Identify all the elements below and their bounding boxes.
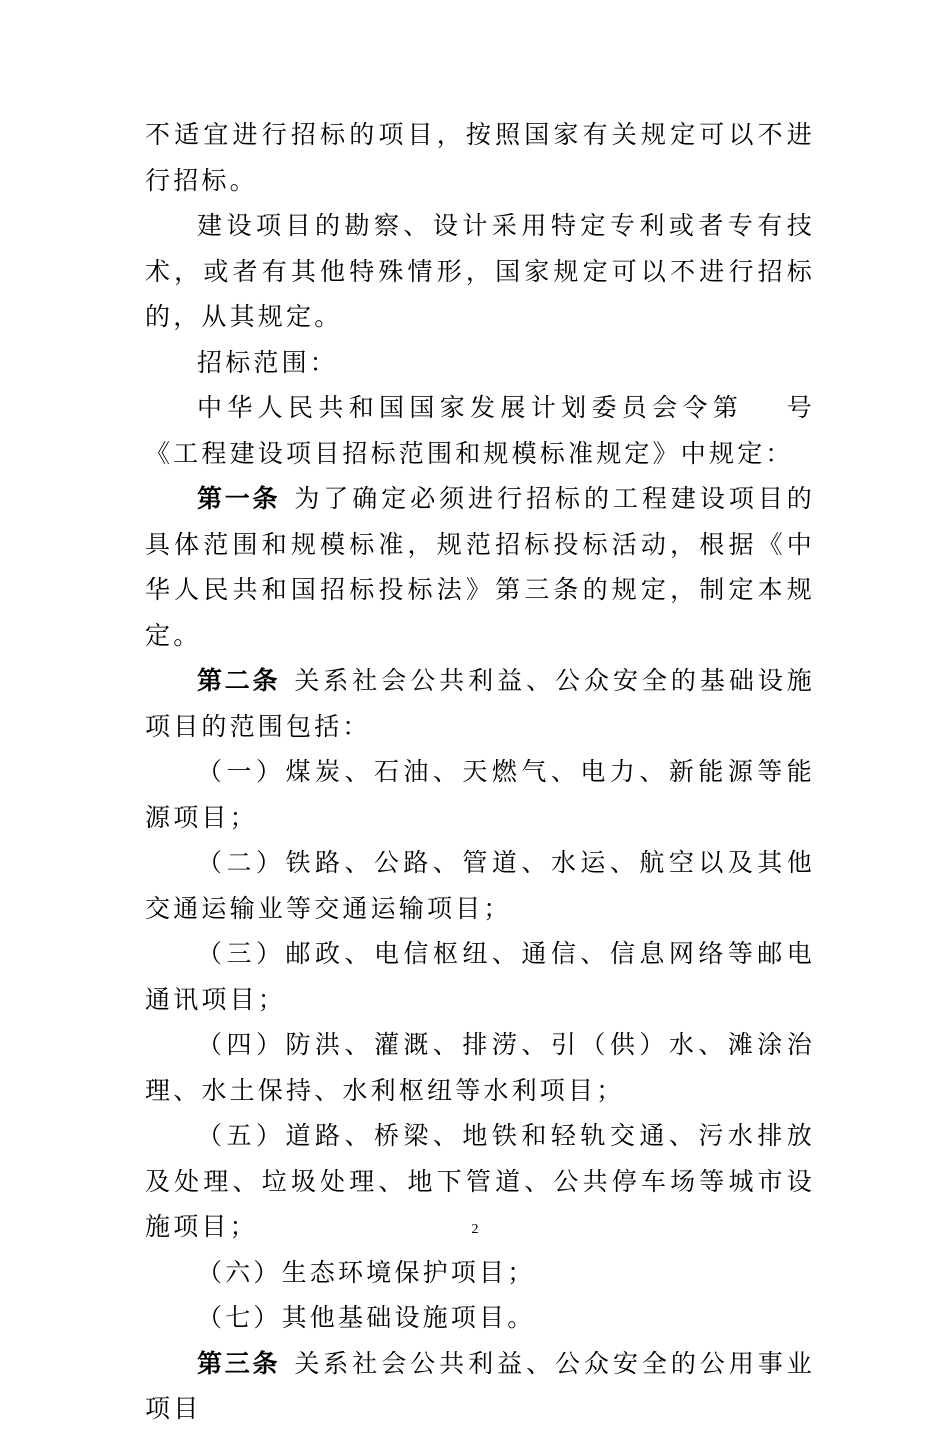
- paragraph-text: （二）铁路、公路、管道、水运、航空以及其他交通运输业等交通运输项目；: [145, 848, 815, 923]
- paragraph-text: 关系社会公共利益、公众安全的公用事业项目: [145, 1348, 815, 1423]
- paragraph-exemption: [145, 203, 815, 340]
- paragraph-text: （六）生态环境保护项目；: [197, 1257, 536, 1287]
- article-3: [145, 1341, 815, 1432]
- list-item: [145, 1295, 815, 1341]
- paragraph-text: 为了确定必须进行招标的工程建设项目的具体范围和规模标准，规范招标投标活动，根据《中华人民共和国招标投标法》第三条的规定，制定本规定。: [145, 484, 815, 650]
- paragraph-continuation: [145, 112, 815, 203]
- paragraph-text: 中华人民共和国国家发展计划委员会令第 号《工程建设项目招标范围和规模标准规定》中规定：: [145, 393, 815, 468]
- paragraph-regulation-intro: [145, 385, 815, 476]
- list-item: [145, 931, 815, 1022]
- paragraph-text: 招标范围：: [197, 347, 339, 377]
- paragraph-text: （七）其他基础设施项目。: [197, 1303, 536, 1332]
- list-item: [145, 749, 815, 840]
- paragraph-text: 关系社会公共利益、公众安全的基础设施项目的范围包括：: [145, 666, 815, 741]
- article-number: 第二条: [197, 666, 281, 695]
- list-item: [145, 1250, 815, 1296]
- article-number: 第一条: [197, 484, 281, 513]
- section-heading-scope: [145, 340, 815, 386]
- list-item: [145, 840, 815, 931]
- paragraph-text: 不适宜进行招标的项目，按照国家有关规定可以不进行招标。: [145, 120, 815, 195]
- article-number: 第三条: [197, 1348, 281, 1378]
- article-1: [145, 476, 815, 658]
- article-2: [145, 658, 815, 749]
- paragraph-text: （一）煤炭、石油、天燃气、电力、新能源等能源项目；: [145, 757, 815, 832]
- list-item: [145, 1022, 815, 1113]
- paragraph-text: （五）道路、桥梁、地铁和轻轨交通、污水排放及处理、垃圾处理、地下管道、公共停车场等城市设施项目；: [145, 1121, 815, 1241]
- paragraph-text: 建设项目的勘察、设计采用特定专利或者专有技术，或者有其他特殊情形，国家规定可以不进行招标的，从其规定。: [145, 211, 815, 331]
- paragraph-text: （三）邮政、电信枢纽、通信、信息网络等邮电通讯项目；: [145, 939, 815, 1014]
- paragraph-text: （四）防洪、灌溉、排涝、引（供）水、滩涂治理、水土保持、水利枢纽等水利项目；: [145, 1030, 815, 1105]
- page-number: 2: [471, 1222, 479, 1237]
